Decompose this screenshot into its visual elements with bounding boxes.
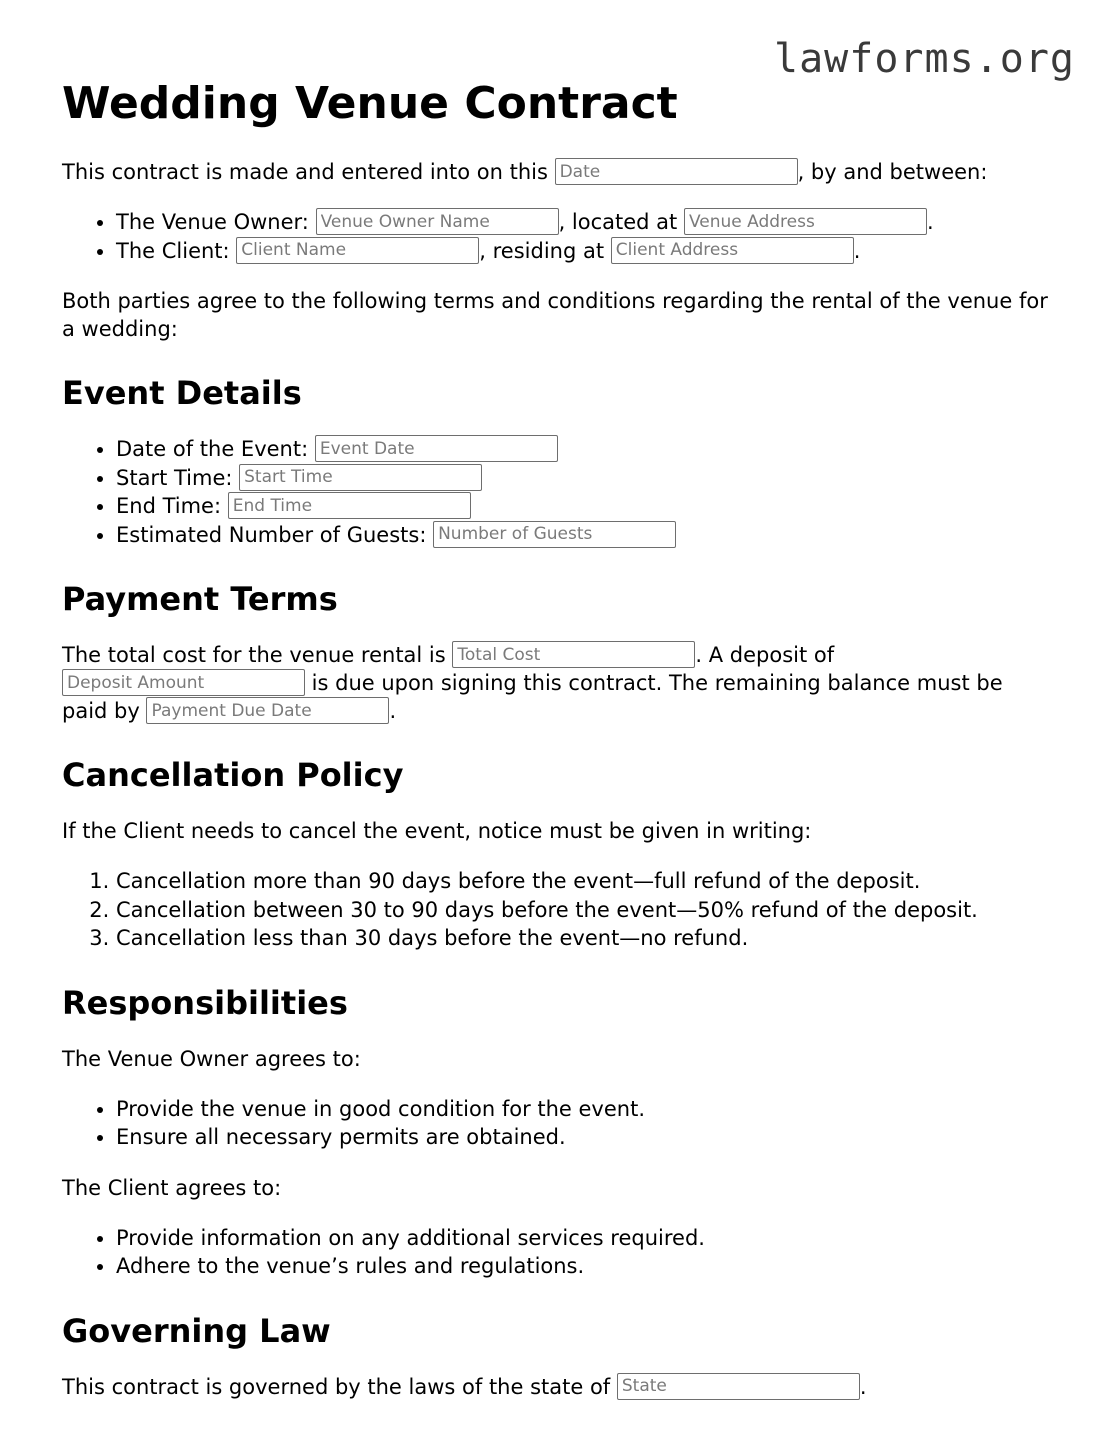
start-time-label: Start Time: (116, 465, 240, 490)
list-item: • Ensure all necessary permits are obtained. (116, 1123, 1052, 1152)
intro-paragraph (62, 158, 1052, 186)
total-cost-input[interactable] (452, 641, 695, 668)
governing-law-period: . (859, 1374, 867, 1399)
client-responsibilities-list (62, 1224, 1052, 1281)
payment-due-date-input[interactable] (146, 697, 389, 724)
contract-date-input[interactable] (555, 158, 798, 185)
list-item-event-date (116, 435, 1052, 464)
intro-text-after: , by and between: (797, 160, 988, 184)
owner-responsibilities-intro: The Venue Owner agrees to: (62, 1046, 361, 1071)
list-item: 1. Cancellation more than 90 days before the event—full refund of the deposit. (116, 867, 1052, 896)
page-title: Wedding Venue Contract (62, 78, 678, 129)
venue-address-input[interactable] (684, 208, 927, 235)
client-responsibilities-intro: The Client agrees to: (62, 1175, 282, 1200)
start-time-input[interactable] (239, 464, 482, 491)
event-date-input[interactable] (315, 435, 558, 462)
agreement-paragraph: Both parties agree to the following terms and conditions regarding the rental of the venue for a wedding: (62, 289, 1048, 341)
client-residing-text: , residing at (479, 238, 611, 263)
list-item: • Provide information on any additional services required. (116, 1224, 1052, 1253)
number-of-guests-input[interactable] (433, 521, 676, 548)
owner-label: The Venue Owner: (116, 210, 316, 234)
state-input[interactable] (617, 1373, 860, 1400)
list-item-client (116, 237, 1052, 266)
list-item: • Adhere to the venue’s rules and regulations. (116, 1252, 1052, 1281)
payment-text-2: . A deposit of (695, 643, 835, 667)
end-time-input[interactable] (228, 492, 471, 519)
deposit-amount-input[interactable] (62, 669, 305, 696)
client-label: The Client: (116, 238, 237, 263)
list-item-venue-owner (116, 208, 1052, 237)
payment-text-1: The total cost for the venue rental is (62, 643, 453, 667)
site-watermark: lawforms.org (774, 36, 1075, 82)
owner-responsibilities-list (62, 1095, 1052, 1152)
payment-text-4: . (389, 699, 397, 723)
governing-law-paragraph (62, 1373, 1052, 1401)
governing-law-heading: Governing Law (62, 1311, 331, 1350)
payment-terms-heading: Payment Terms (62, 580, 338, 618)
list-item: 3. Cancellation less than 30 days before the event—no refund. (116, 924, 1052, 953)
event-details-heading: Event Details (62, 374, 302, 412)
event-details-list (62, 435, 1052, 549)
client-name-input[interactable] (236, 237, 479, 264)
payment-text-3: is due upon signing this contract. The remaining balance must be paid by (62, 671, 1003, 723)
contract-page (62, 76, 1052, 1423)
cancellation-intro: If the Client needs to cancel the event, notice must be given in writing: (62, 819, 812, 843)
responsibilities-heading: Responsibilities (62, 983, 348, 1022)
parties-list (62, 208, 1052, 265)
cancellation-policy-heading: Cancellation Policy (62, 756, 404, 794)
owner-period: . (926, 210, 934, 234)
client-period: . (853, 238, 861, 263)
list-item-end-time (116, 492, 1052, 521)
client-address-input[interactable] (611, 237, 854, 264)
cancellation-list (62, 867, 1052, 953)
list-item-start-time (116, 464, 1052, 493)
guests-label: Estimated Number of Guests: (116, 522, 434, 547)
owner-located-text: , located at (558, 210, 684, 234)
list-item-guests (116, 521, 1052, 550)
event-date-label: Date of the Event: (116, 437, 315, 461)
payment-paragraph (62, 641, 1052, 725)
venue-owner-name-input[interactable] (316, 208, 559, 235)
list-item: 2. Cancellation between 30 to 90 days before the event—50% refund of the deposit. (116, 896, 1052, 925)
intro-text-before: This contract is made and entered into on this (62, 160, 555, 184)
end-time-label: End Time: (116, 494, 228, 518)
governing-law-text: This contract is governed by the laws of the state of (62, 1374, 617, 1399)
list-item: • Provide the venue in good condition for the event. (116, 1095, 1052, 1124)
